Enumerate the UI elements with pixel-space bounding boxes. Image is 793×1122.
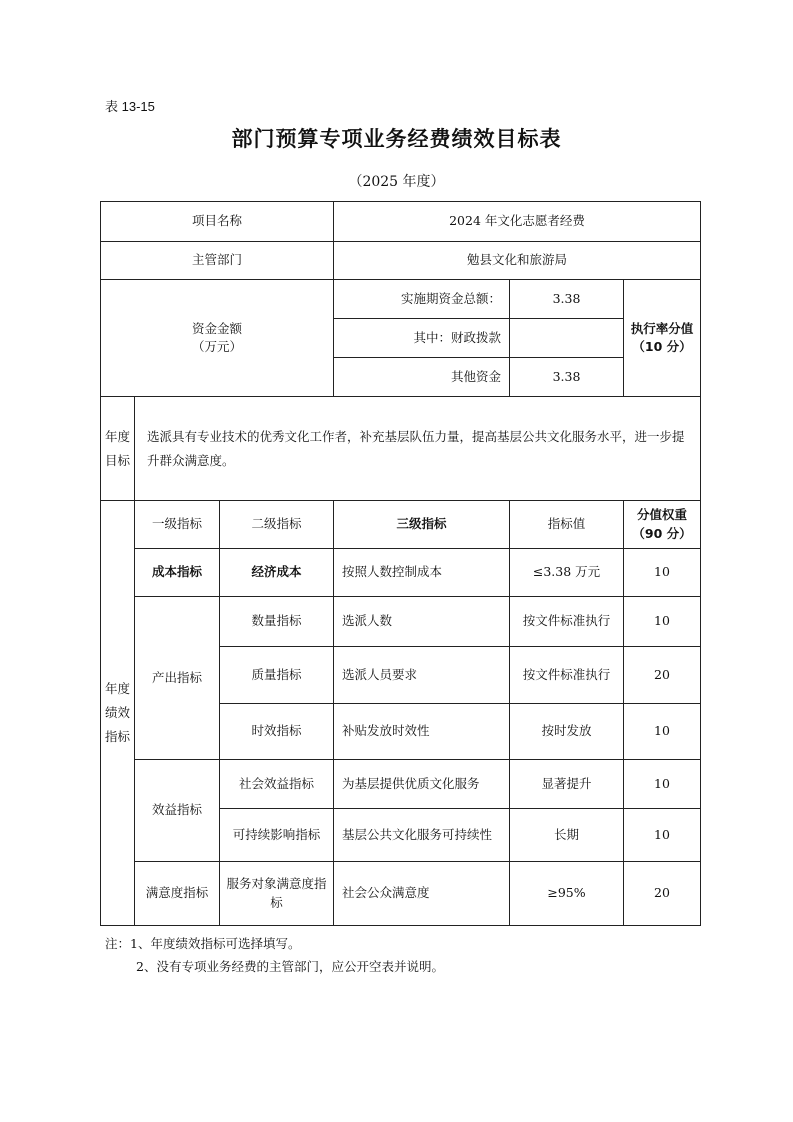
page-title: 部门预算专项业务经费绩效目标表 [231, 127, 562, 151]
funds-label-cell [101, 280, 334, 397]
row-weight: 10 [624, 760, 701, 809]
row-level3: 基层公共文化服务可持续性 [334, 809, 510, 862]
row-level3: 补贴发放时效性 [334, 704, 510, 760]
row-value: ≥95% [510, 862, 624, 926]
row-level2: 经济成本 [220, 549, 334, 597]
row-weight: 20 [624, 647, 701, 704]
header-level3: 三级指标 [334, 501, 510, 549]
row-value: 长期 [510, 809, 624, 862]
header-level2: 二级指标 [220, 501, 334, 549]
group-cost: 成本指标 [135, 549, 220, 597]
fiscal-funds-value [510, 319, 624, 358]
table-code: 表 13-15 [105, 99, 155, 114]
exec-rate-label: 执行率分值（10 分） [624, 280, 701, 397]
row-value: 按文件标准执行 [510, 597, 624, 647]
other-funds-label: 其他资金 [334, 358, 510, 397]
annual-goal-text: 选派具有专业技术的优秀文化工作者，补充基层队伍力量，提高基层公共文化服务水平，进一步提升群众满意度。 [135, 397, 701, 501]
row-value: 显著提升 [510, 760, 624, 809]
notes [105, 932, 444, 978]
project-name-value: 2024 年文化志愿者经费 [334, 202, 701, 242]
row-value: 按时发放 [510, 704, 624, 760]
row-level3: 选派人数 [334, 597, 510, 647]
row-level3: 按照人数控制成本 [334, 549, 510, 597]
row-level2: 社会效益指标 [220, 760, 334, 809]
row-weight: 10 [624, 704, 701, 760]
year-label: （2025 年度） [348, 174, 445, 190]
total-funds-value: 3.38 [510, 280, 624, 319]
row-value: ≤3.38 万元 [510, 549, 624, 597]
group-benefit: 效益指标 [135, 760, 220, 862]
dept-label: 主管部门 [101, 242, 334, 280]
header-weight: 分值权重（90 分） [624, 501, 701, 549]
header-value: 指标值 [510, 501, 624, 549]
row-weight: 10 [624, 549, 701, 597]
performance-table [100, 201, 701, 926]
note-line-2: 2、没有专项业务经费的主管部门，应公开空表并说明。 [136, 959, 444, 974]
table-row [101, 862, 701, 926]
row-level2: 质量指标 [220, 647, 334, 704]
row-level3: 选派人员要求 [334, 647, 510, 704]
table-row [101, 597, 701, 647]
fiscal-funds-label: 其中：财政拨款 [334, 319, 510, 358]
row-weight: 10 [624, 809, 701, 862]
annual-goal-label: 年度目标 [101, 397, 135, 501]
row-level3: 为基层提供优质文化服务 [334, 760, 510, 809]
group-output: 产出指标 [135, 597, 220, 760]
row-level3: 社会公众满意度 [334, 862, 510, 926]
table-row [101, 549, 701, 597]
row-level2: 数量指标 [220, 597, 334, 647]
indicators-side-label: 年度绩效指标 [101, 501, 135, 926]
table-row [101, 760, 701, 809]
group-satisfaction: 满意度指标 [135, 862, 220, 926]
row-weight: 20 [624, 862, 701, 926]
other-funds-value: 3.38 [510, 358, 624, 397]
row-value: 按文件标准执行 [510, 647, 624, 704]
header-level1: 一级指标 [135, 501, 220, 549]
funds-unit: （万元） [191, 339, 242, 354]
funds-label: 资金金额 [191, 320, 242, 336]
row-level2: 服务对象满意度指标 [220, 862, 334, 926]
row-weight: 10 [624, 597, 701, 647]
dept-value: 勉县文化和旅游局 [334, 242, 701, 280]
note-line-1: 注：1、年度绩效指标可选择填写。 [105, 936, 301, 951]
project-name-label: 项目名称 [101, 202, 334, 242]
total-funds-label: 实施期资金总额： [334, 280, 510, 319]
row-level2: 时效指标 [220, 704, 334, 760]
row-level2: 可持续影响指标 [220, 809, 334, 862]
